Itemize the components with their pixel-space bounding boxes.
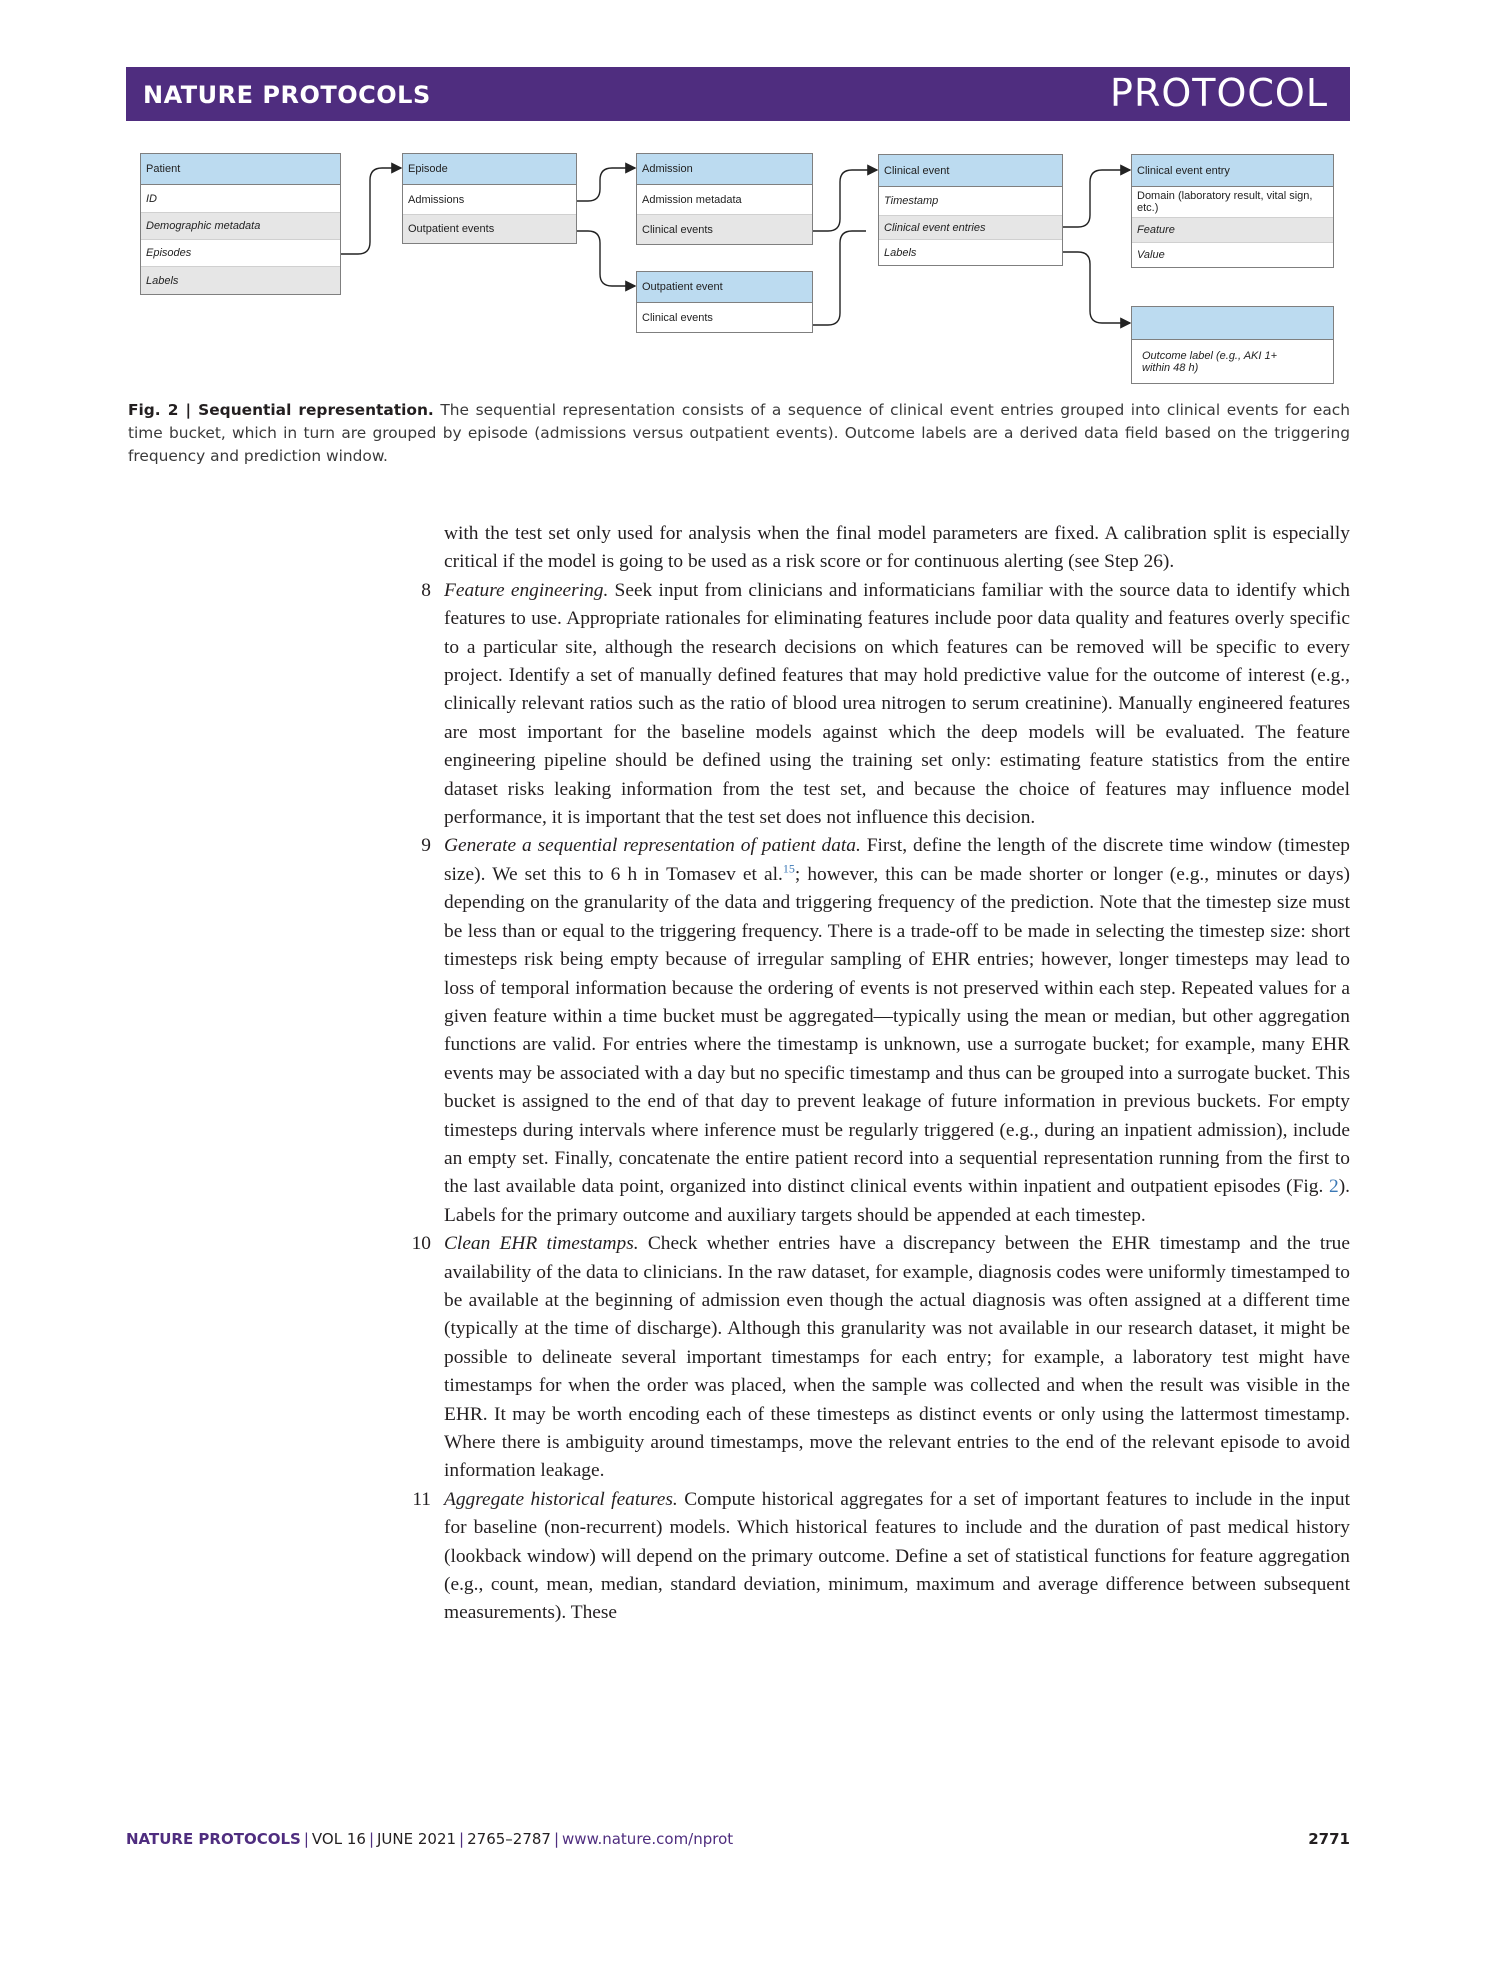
entry-row-value: Value — [1137, 249, 1165, 261]
connector-patient-episode — [341, 168, 401, 254]
step-title: Aggregate historical features. — [444, 1488, 678, 1510]
step-number: 9 — [421, 835, 431, 857]
entry-box-title: Clinical event entry — [1132, 155, 1333, 187]
episode-box — [402, 153, 577, 244]
connector-episode-outpatient — [577, 231, 635, 286]
journal-banner — [126, 67, 1350, 121]
footer-date: JUNE 2021 — [377, 1830, 457, 1848]
patient-row-labels: Labels — [141, 267, 340, 294]
episode-box-title: Episode — [403, 154, 576, 185]
step-11 — [412, 1486, 1350, 1628]
step-text-cont: ; however, this can be made shorter or longer (e.g., minutes or days) depending on the granularity of the data and triggering frequency of the prediction. Note that the timestep size must be less than or equal to the triggering frequency. There is a trade-off to be made in selecting the timestep size: short timesteps risk being empty because of irregular sampling of EHR entries; however, longer timesteps may lead to loss of temporal information because the ordering of events is not preserved within each step. Repeated values for a given feature within a time bucket must be aggregated—typically using the mean or median, but other aggregation functions are valid. For entries where the timestamp is unknown, use a surrogate bucket; for example, many EHR events may be associated with a day but no specific timestamp and thus can be grouped into a surrogate bucket. This bucket is assigned to the end of that day to prevent leakage of future information in previous buckets. For empty timesteps during intervals where inference must be regularly triggered (e.g., during an inpatient admission), include an empty set. Finally, concatenate the entire patient record into a sequential representation running from the first to the last available data point, organized into distinct clinical events within inpatient and outpatient episodes (Fig. — [444, 863, 1350, 1198]
caption-text: The sequential representation consists of a sequence of clinical event entries grouped into clinical events for each time bucket, which in turn are grouped by episode (admissions versus outpatient events). Outcome labels are a derived data field based on the triggering frequency and prediction window. — [128, 401, 1351, 465]
connector-admission-clinical — [813, 170, 877, 231]
clinical-event-entry-box — [1131, 154, 1334, 268]
patient-row-episodes: Episodes — [141, 240, 340, 267]
body-text — [401, 520, 1350, 1628]
page-footer: NATURE PROTOCOLS | VOL 16 | JUNE 2021 | 2765–2787 | www.nature.com/nprot 2771 — [126, 1830, 1350, 1848]
episode-row-outpatient: Outpatient events — [403, 215, 576, 243]
outpatient-box-title: Outpatient event — [637, 272, 812, 303]
figure-link[interactable]: 2 — [1328, 1176, 1339, 1198]
journal-name: NATURE PROTOCOLS — [143, 81, 431, 109]
step-10 — [411, 1230, 1350, 1486]
step-number: 8 — [421, 579, 431, 601]
patient-box — [140, 153, 341, 295]
clinical-event-box-title: Clinical event — [879, 155, 1062, 187]
reference-link[interactable]: 15 — [782, 861, 795, 876]
clinical-event-row-entries: Clinical event entries — [879, 216, 1062, 240]
step-number: 10 — [411, 1233, 431, 1255]
clinical-event-row-timestamp: Timestamp — [879, 187, 1062, 216]
admission-row-clinical-events: Clinical events — [637, 215, 812, 244]
footer-journal: NATURE PROTOCOLS — [126, 1830, 301, 1848]
admission-box — [636, 153, 813, 245]
caption-label: Fig. 2 | Sequential representation. — [128, 401, 434, 419]
step-9 — [421, 832, 1351, 1230]
clinical-event-box — [878, 154, 1063, 266]
connector-clinical-entry — [1063, 170, 1130, 227]
figure-2-diagram — [126, 150, 1350, 390]
outcome-row-label: Outcome label (e.g., AKI 1+ within 48 h) — [1142, 349, 1278, 374]
footer-volume: VOL 16 — [311, 1830, 366, 1848]
outpatient-event-box — [636, 271, 813, 333]
intro-paragraph: with the test set only used for analysis when the final model parameters are fixed. A calibration split is especially critical if the model is going to be used as a risk score or for continuous alerting (see Step 26). — [444, 523, 1350, 573]
connector-clinical-outcome — [1063, 252, 1130, 323]
footer-pages: 2765–2787 — [467, 1830, 551, 1848]
step-text: Compute historical aggregates for a set of important features to include in the input for baseline (non-recurrent) models. Which historical features to include and the duration of past medical history (lookback window) will depend on the primary outcome. Define a set of statistical functions for feature aggregation (e.g., count, mean, median, standard deviation, minimum, maximum and average difference between subsequent measurements). These — [444, 1488, 1350, 1624]
connector-outpatient-clinical — [813, 231, 866, 325]
outcome-box-title — [1132, 307, 1333, 340]
clinical-event-row-labels: Labels — [884, 246, 917, 259]
patient-row-id: ID — [141, 185, 340, 213]
episode-row-admissions: Admissions — [403, 185, 576, 215]
footer-url[interactable]: www.nature.com/nprot — [562, 1830, 734, 1848]
step-number: 11 — [412, 1488, 431, 1510]
page-number: 2771 — [1308, 1830, 1350, 1848]
step-title: Feature engineering. — [444, 579, 609, 601]
step-title: Clean EHR timestamps. — [444, 1233, 639, 1255]
article-type: PROTOCOL — [1110, 71, 1328, 115]
outpatient-row-clinical-events: Clinical events — [642, 311, 713, 324]
entry-row-feature: Feature — [1132, 218, 1333, 243]
admission-row-metadata: Admission metadata — [637, 185, 812, 215]
step-title: Generate a sequential representation of patient data. — [444, 835, 861, 857]
step-text: First, define the length of the discrete time window (timestep size). We set this to 6 h in Tomasev et al. — [444, 835, 1351, 885]
admission-box-title: Admission — [637, 154, 812, 185]
entry-row-domain: Domain (laboratory result, vital sign, etc.) — [1132, 187, 1333, 218]
patient-row-demographic: Demographic metadata — [141, 213, 340, 240]
step-text: Check whether entries have a discrepancy between the EHR timestamp and the true availability of the data to clinicians. In the raw dataset, for example, diagnosis codes were uniformly timestamped to be available at the beginning of admission even though the actual diagnosis was often assigned at a different time (typically at the time of discharge). Although this granularity was not available in our research dataset, it might be possible to delineate several important timestamps for each entry; for example, a laboratory test might have timestamps for when the order was placed, when the sample was collected and when the result was visible in the EHR. It may be worth encoding each of these timesteps as distinct events or only using the lattermost timestamp. Where there is ambiguity around timestamps, move the relevant entries to the end of the relevant episode to avoid information leakage. — [444, 1233, 1350, 1482]
step-text: Seek input from clinicians and informaticians familiar with the source data to identify which features to use. Appropriate rationales for eliminating features include poor data quality and features overly specific to a particular site, although the research decisions on which features can be removed will be specific to every project. Identify a set of manually defined features that may hold predictive value for the outcome of interest (e.g., clinically relevant ratios such as the ratio of blood urea nitrogen to serum creatinine). Manually engineered features are most important for the baseline models against which the deep models will be evaluated. The feature engineering pipeline should be defined using the training set only: estimating feature statistics from the entire dataset risks leaking information from the test set, and because the choice of features may influence model performance, it is important that the test set does not influence this decision. — [444, 579, 1350, 829]
step-8 — [421, 577, 1350, 833]
connector-episode-admission — [577, 168, 635, 201]
step-text-end: ). Labels for the primary outcome and auxiliary targets should be appended at each timestep. — [444, 1176, 1350, 1226]
figure-caption — [128, 399, 1350, 468]
outcome-label-box — [1131, 306, 1334, 384]
patient-box-title: Patient — [141, 154, 340, 185]
